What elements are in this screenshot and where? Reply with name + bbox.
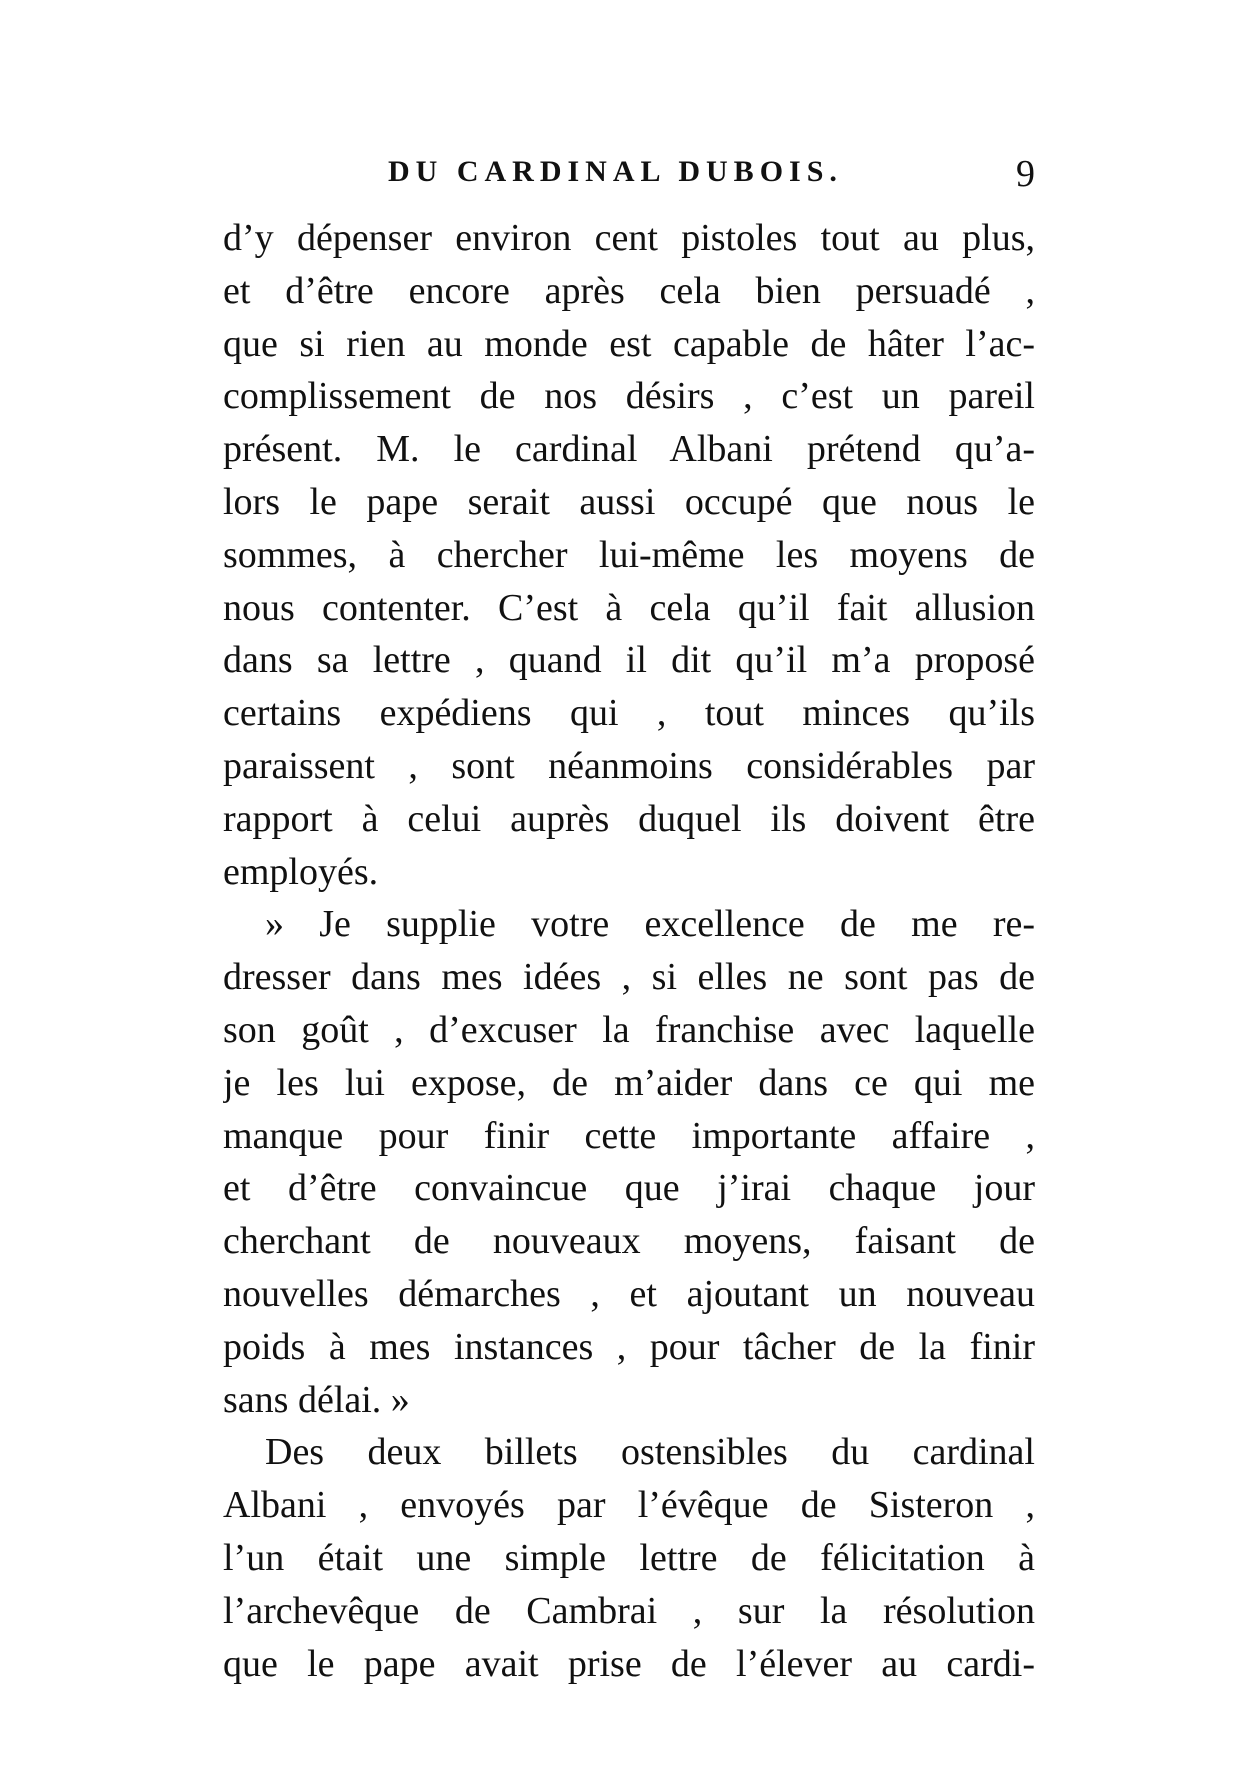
paragraph-2 bbox=[223, 898, 1035, 1426]
running-head bbox=[223, 155, 1035, 205]
text-line: que le pape avait prise de l’élever au cardi- bbox=[223, 1642, 1035, 1685]
text-line: » Je supplie votre excellence de me re- bbox=[265, 903, 1035, 946]
text-line: d’y dépenser environ cent pistoles tout au plus, bbox=[223, 217, 1035, 259]
text-line: sans délai. » bbox=[223, 1378, 410, 1421]
text-line: manque pour finir cette importante affaire , bbox=[223, 1114, 1035, 1157]
page-number: 9 bbox=[1016, 153, 1035, 195]
running-title: DU CARDINAL DUBOIS. bbox=[388, 155, 843, 188]
paragraph-3 bbox=[223, 1426, 1035, 1690]
text-line: lors le pape serait aussi occupé que nous le bbox=[223, 480, 1035, 523]
text-line: l’archevêque de Cambrai , sur la résolution bbox=[223, 1589, 1035, 1632]
text-line: son goût , d’excuser la franchise avec laquelle bbox=[223, 1008, 1035, 1051]
text-line: je les lui expose, de m’aider dans ce qui me bbox=[223, 1061, 1035, 1104]
text-line: employés. bbox=[223, 850, 379, 893]
text-line: nouvelles démarches , et ajoutant un nouveau bbox=[223, 1272, 1035, 1315]
paragraph-1 bbox=[223, 212, 1035, 898]
text-line: poids à mes instances , pour tâcher de la finir bbox=[223, 1325, 1035, 1368]
text-line: Des deux billets ostensibles du cardinal bbox=[265, 1431, 1035, 1474]
text-line: dresser dans mes idées , si elles ne sont pas de bbox=[223, 956, 1035, 999]
text-line: sommes, à chercher lui-même les moyens de bbox=[223, 533, 1035, 576]
text-line: paraissent , sont néanmoins considérables par bbox=[223, 744, 1035, 787]
text-line: Albani , envoyés par l’évêque de Sisteron , bbox=[223, 1484, 1035, 1527]
text-line: rapport à celui auprès duquel ils doivent être bbox=[223, 797, 1035, 840]
text-line: l’un était une simple lettre de félicitation à bbox=[223, 1536, 1035, 1579]
text-line: que si rien au monde est capable de hâter l’ac- bbox=[223, 322, 1035, 365]
text-line: et d’être encore après cela bien persuadé , bbox=[223, 269, 1035, 312]
text-line: certains expédiens qui , tout minces qu’ils bbox=[223, 692, 1035, 735]
text-line: et d’être convaincue que j’irai chaque jour bbox=[223, 1167, 1035, 1210]
text-line: complissement de nos désirs , c’est un pareil bbox=[223, 375, 1035, 418]
text-line: présent. M. le cardinal Albani prétend qu’a- bbox=[223, 428, 1035, 471]
text-line: cherchant de nouveaux moyens, faisant de bbox=[223, 1220, 1035, 1263]
text-line: nous contenter. C’est à cela qu’il fait allusion bbox=[223, 586, 1035, 629]
body-text bbox=[223, 212, 1035, 1690]
text-line: dans sa lettre , quand il dit qu’il m’a proposé bbox=[223, 639, 1035, 682]
